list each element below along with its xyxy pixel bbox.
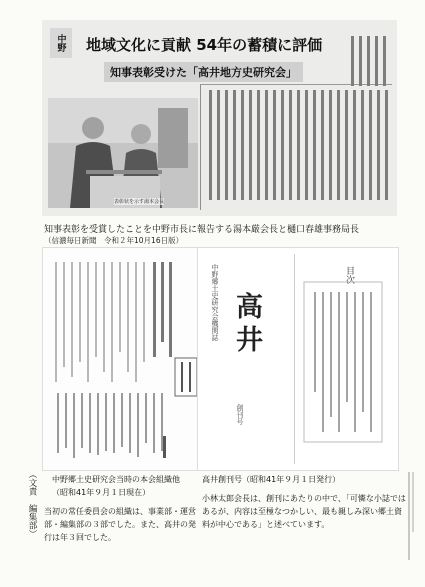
cover-issue-label: 創刊号 bbox=[236, 404, 244, 425]
photo-source-caption: （信濃毎日新聞 令和２年10月16日版） bbox=[44, 236, 184, 245]
gutter-text-marks bbox=[404, 470, 416, 565]
newspaper-clipping bbox=[42, 20, 397, 216]
organization-document-date: （昭和41年９月１日現在） bbox=[52, 488, 151, 497]
page-gutter-text bbox=[404, 470, 416, 565]
organization-document-caption: 中野郷土史研究会当時の本会組織他 bbox=[52, 475, 180, 484]
contents-listing bbox=[298, 252, 388, 464]
contents-title: 目次 bbox=[344, 266, 354, 284]
news-photo bbox=[48, 98, 198, 208]
first-issue-cover bbox=[202, 252, 280, 464]
photo-caption: 表彰状を示す湯本会長 bbox=[114, 199, 165, 205]
organization-document-scan bbox=[42, 247, 207, 471]
news-photo-image bbox=[48, 98, 198, 208]
clipping-body-text bbox=[201, 28, 391, 208]
clipping-subhead: 知事表彰受けた「高井地方史研究会」 bbox=[104, 62, 303, 82]
paragraph-left: 当初の常任委員会の組織は、事業部・運営部・編集部の３部でした。また、高井の発行は年３回でした。 bbox=[44, 507, 196, 542]
clipping-text-block bbox=[201, 28, 391, 208]
editorial-credit: （文責 編集部） bbox=[27, 470, 37, 538]
first-issue-contents-page bbox=[298, 252, 388, 464]
first-issue-scan bbox=[197, 247, 399, 471]
clipping-headline: 地域文化に貢献 54年の蓄積に評価 bbox=[86, 36, 323, 54]
paragraph-right: 小林太郎会長は、創刊にあたりの中で、「可憐な小誌ではあるが、内容は至極なつかしい、最も親しみ深い郷土資料が中心である」と述べています。 bbox=[202, 494, 406, 529]
cover-organization: 中野郷土史研究会機関誌 bbox=[211, 264, 219, 341]
region-tag: 中野 bbox=[50, 28, 72, 58]
page-divider bbox=[294, 254, 295, 464]
photo-main-caption: 知事表彰を受賞したことを中野市長に報告する湯本厳会長と樋口春雄事務局長 bbox=[44, 225, 360, 235]
first-issue-caption: 高井創刊号（昭和41年９月１日発行） bbox=[202, 475, 341, 484]
organization-document-image bbox=[43, 248, 206, 470]
cover-title: 高井 bbox=[231, 292, 262, 358]
